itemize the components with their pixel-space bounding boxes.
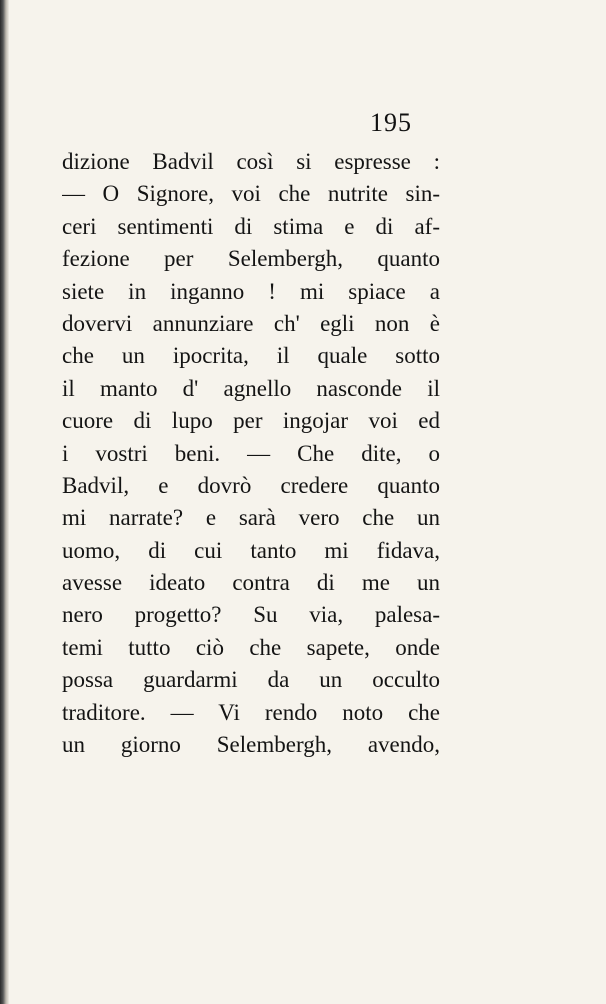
text-line: uomo, di cui tanto mi fidava,	[62, 537, 440, 563]
text-line: cuore di lupo per ingojar voi ed	[62, 408, 440, 434]
text-line: i vostri beni. — Che dite, o	[62, 440, 440, 466]
page-number: 195	[370, 108, 412, 137]
text-line: Badvil, e dovrò credere quanto	[62, 472, 440, 498]
body-text	[62, 146, 440, 761]
page-binding-edge	[0, 0, 9, 1004]
text-line: mi narrate? e sarà vero che un	[62, 505, 440, 531]
text-line: — O Signore, voi che nutrite sin-	[62, 181, 440, 207]
text-line: fezione per Selembergh, quanto	[62, 246, 440, 272]
text-line: avesse ideato contra di me un	[62, 570, 440, 596]
text-line: ceri sentimenti di stima e di af-	[62, 213, 440, 239]
text-line: il manto d' agnello nasconde il	[62, 375, 440, 401]
text-line: possa guardarmi da un occulto	[62, 667, 440, 693]
text-line: dizione Badvil così si espresse :	[62, 149, 440, 174]
text-line: traditore. — Vi rendo noto che	[62, 699, 440, 725]
text-line: temi tutto ciò che sapete, onde	[62, 634, 440, 660]
text-line: che un ipocrita, il quale sotto	[62, 343, 440, 369]
text-line: un giorno Selembergh, avendo,	[62, 732, 440, 758]
text-line: dovervi annunziare ch' egli non è	[62, 310, 440, 336]
text-line: siete in inganno ! mi spiace a	[62, 278, 440, 304]
text-line: nero progetto? Su via, palesa-	[62, 602, 440, 628]
